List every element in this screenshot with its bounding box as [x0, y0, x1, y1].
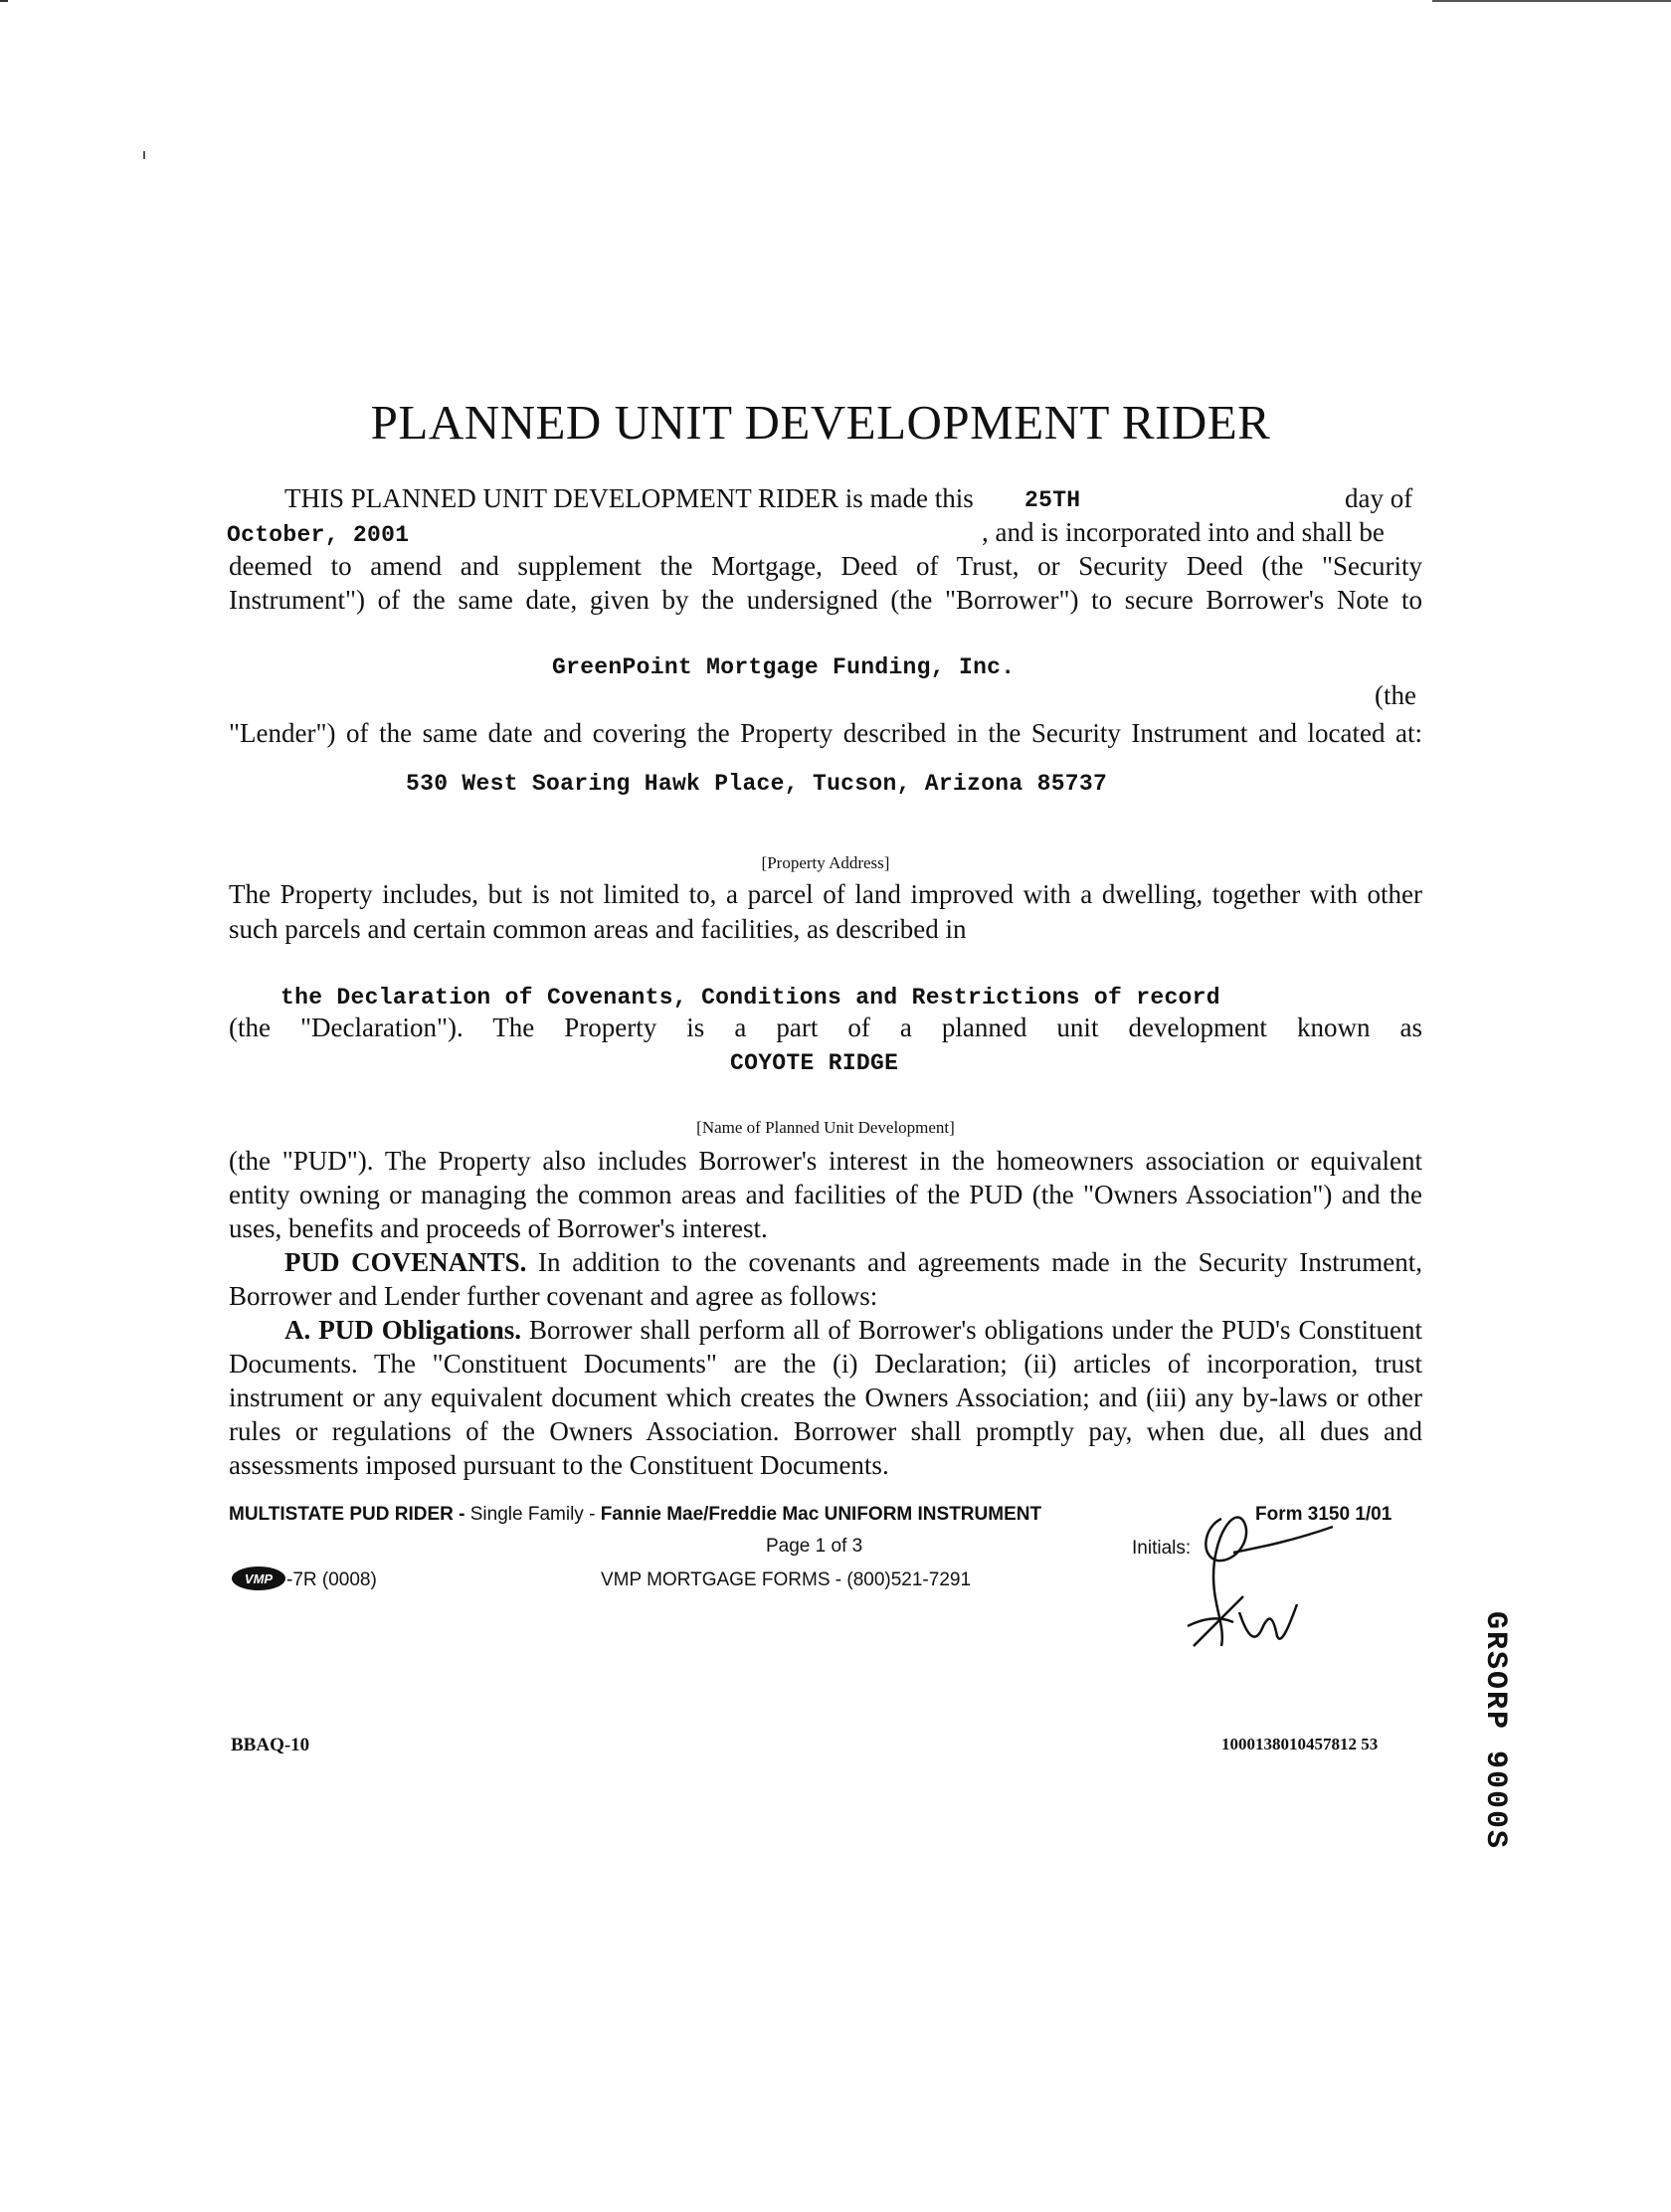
footer-vmp-phone: VMP MORTGAGE FORMS - (800)521-7291 [601, 1569, 972, 1590]
footer-form-line [229, 1504, 1041, 1526]
property-address-caption: [Property Address] [761, 853, 890, 872]
covenants-heading: PUD COVENANTS. [284, 1247, 527, 1277]
intro-lead: THIS PLANNED UNIT DEVELOPMENT RIDER is made this [284, 483, 974, 513]
footer-left-code: BBAQ-10 [231, 1735, 310, 1755]
property-includes-line-2: such parcels and certain common areas and facilities, as described in [229, 914, 967, 944]
footer-page-number: Page 1 of 3 [766, 1536, 863, 1557]
intro-day: 25TH [1024, 487, 1081, 513]
footer-uniform: UNIFORM INSTRUMENT [819, 1504, 1042, 1525]
footer-single-family: Single Family - [464, 1504, 601, 1525]
pud-paragraph: (the "PUD"). The Property also includes Borrower's interest in the homeowners association or equivalent entity owning or managing the common areas and facilities of the PUD (the "Owners Association") and the uses, benefits and proceeds of Borrower's interest. [229, 1146, 1422, 1243]
lender-name: GreenPoint Mortgage Funding, Inc. [552, 654, 1016, 680]
intro-after-date: , and is incorporated into and shall be [982, 517, 1385, 547]
footer-initials-label: Initials: [1132, 1538, 1192, 1559]
initials-signature [1174, 1497, 1363, 1661]
footer-form-code: -7R (0008) [286, 1569, 377, 1590]
intro-day-of: day of [1345, 483, 1413, 513]
covenants-paragraph [229, 1245, 1422, 1313]
document-title: PLANNED UNIT DEVELOPMENT RIDER [370, 395, 1271, 450]
lender-line: "Lender") of the same date and covering the Property described in the Security Instrument and located at: [229, 718, 1422, 748]
margin-stamp: GRSORP 9000S [1478, 1611, 1512, 1851]
obligations-heading: A. PUD Obligations. [284, 1315, 522, 1345]
footer-right-code: 1000138010457812 53 [1221, 1735, 1379, 1753]
intro-line-4: Instrument") of the same date, given by the undersigned (the "Borrower") to secure Borrower's Note to [229, 585, 1422, 615]
signature-strokes [1174, 1497, 1363, 1661]
intro-month-year: October, 2001 [227, 522, 410, 548]
vmp-logo [231, 1566, 286, 1593]
footer-fannie: Fannie Mae/Freddie Mac [600, 1504, 820, 1525]
property-address: 530 West Soaring Hawk Place, Tucson, Arizona 85737 [406, 771, 1108, 797]
declaration-text: the Declaration of Covenants, Conditions and Restrictions of record [280, 985, 1220, 1011]
corner-tick [0, 0, 8, 2]
property-includes-line-1: The Property includes, but is not limited to, a parcel of land improved with a dwelling, together with other [229, 879, 1422, 909]
intro-line-3: deemed to amend and supplement the Mortgage, Deed of Trust, or Security Deed (the "Security [229, 551, 1422, 581]
footer-form-number: Form 3150 1/01 [1255, 1504, 1392, 1525]
scan-dot [143, 151, 145, 159]
footer-rider-name: MULTISTATE PUD RIDER - [229, 1504, 465, 1525]
top-edge-line [1432, 0, 1671, 2]
vmp-logo-mark [231, 1566, 286, 1593]
obligations-text: Borrower shall perform all of Borrower's obligations under the PUD's Constituent Documents. The "Constituent Documents" are the (i) Declaration; (ii) articles of incorporation, trust instrument or any equivalent document which creates the Owners Association; and (iii) any by-laws or other rules or regulations of the Owners Association. Borrower shall promptly pay, when due, all dues and assessments imposed pursuant to the Constituent Documents. [229, 1315, 1422, 1480]
pud-name-caption: [Name of Planned Unit Development] [696, 1118, 955, 1137]
covenants-text: In addition to the covenants and agreements made in the Security Instrument, Borrower and Lender further covenant and agree as follows: [229, 1247, 1422, 1311]
vmp-logo-text: VMP [244, 1571, 274, 1586]
declaration-line: (the "Declaration"). The Property is a part of a planned unit development known as [229, 1013, 1422, 1042]
obligations-paragraph [229, 1313, 1422, 1482]
pud-name: COYOTE RIDGE [730, 1050, 899, 1076]
the-word: (the [1375, 680, 1416, 710]
